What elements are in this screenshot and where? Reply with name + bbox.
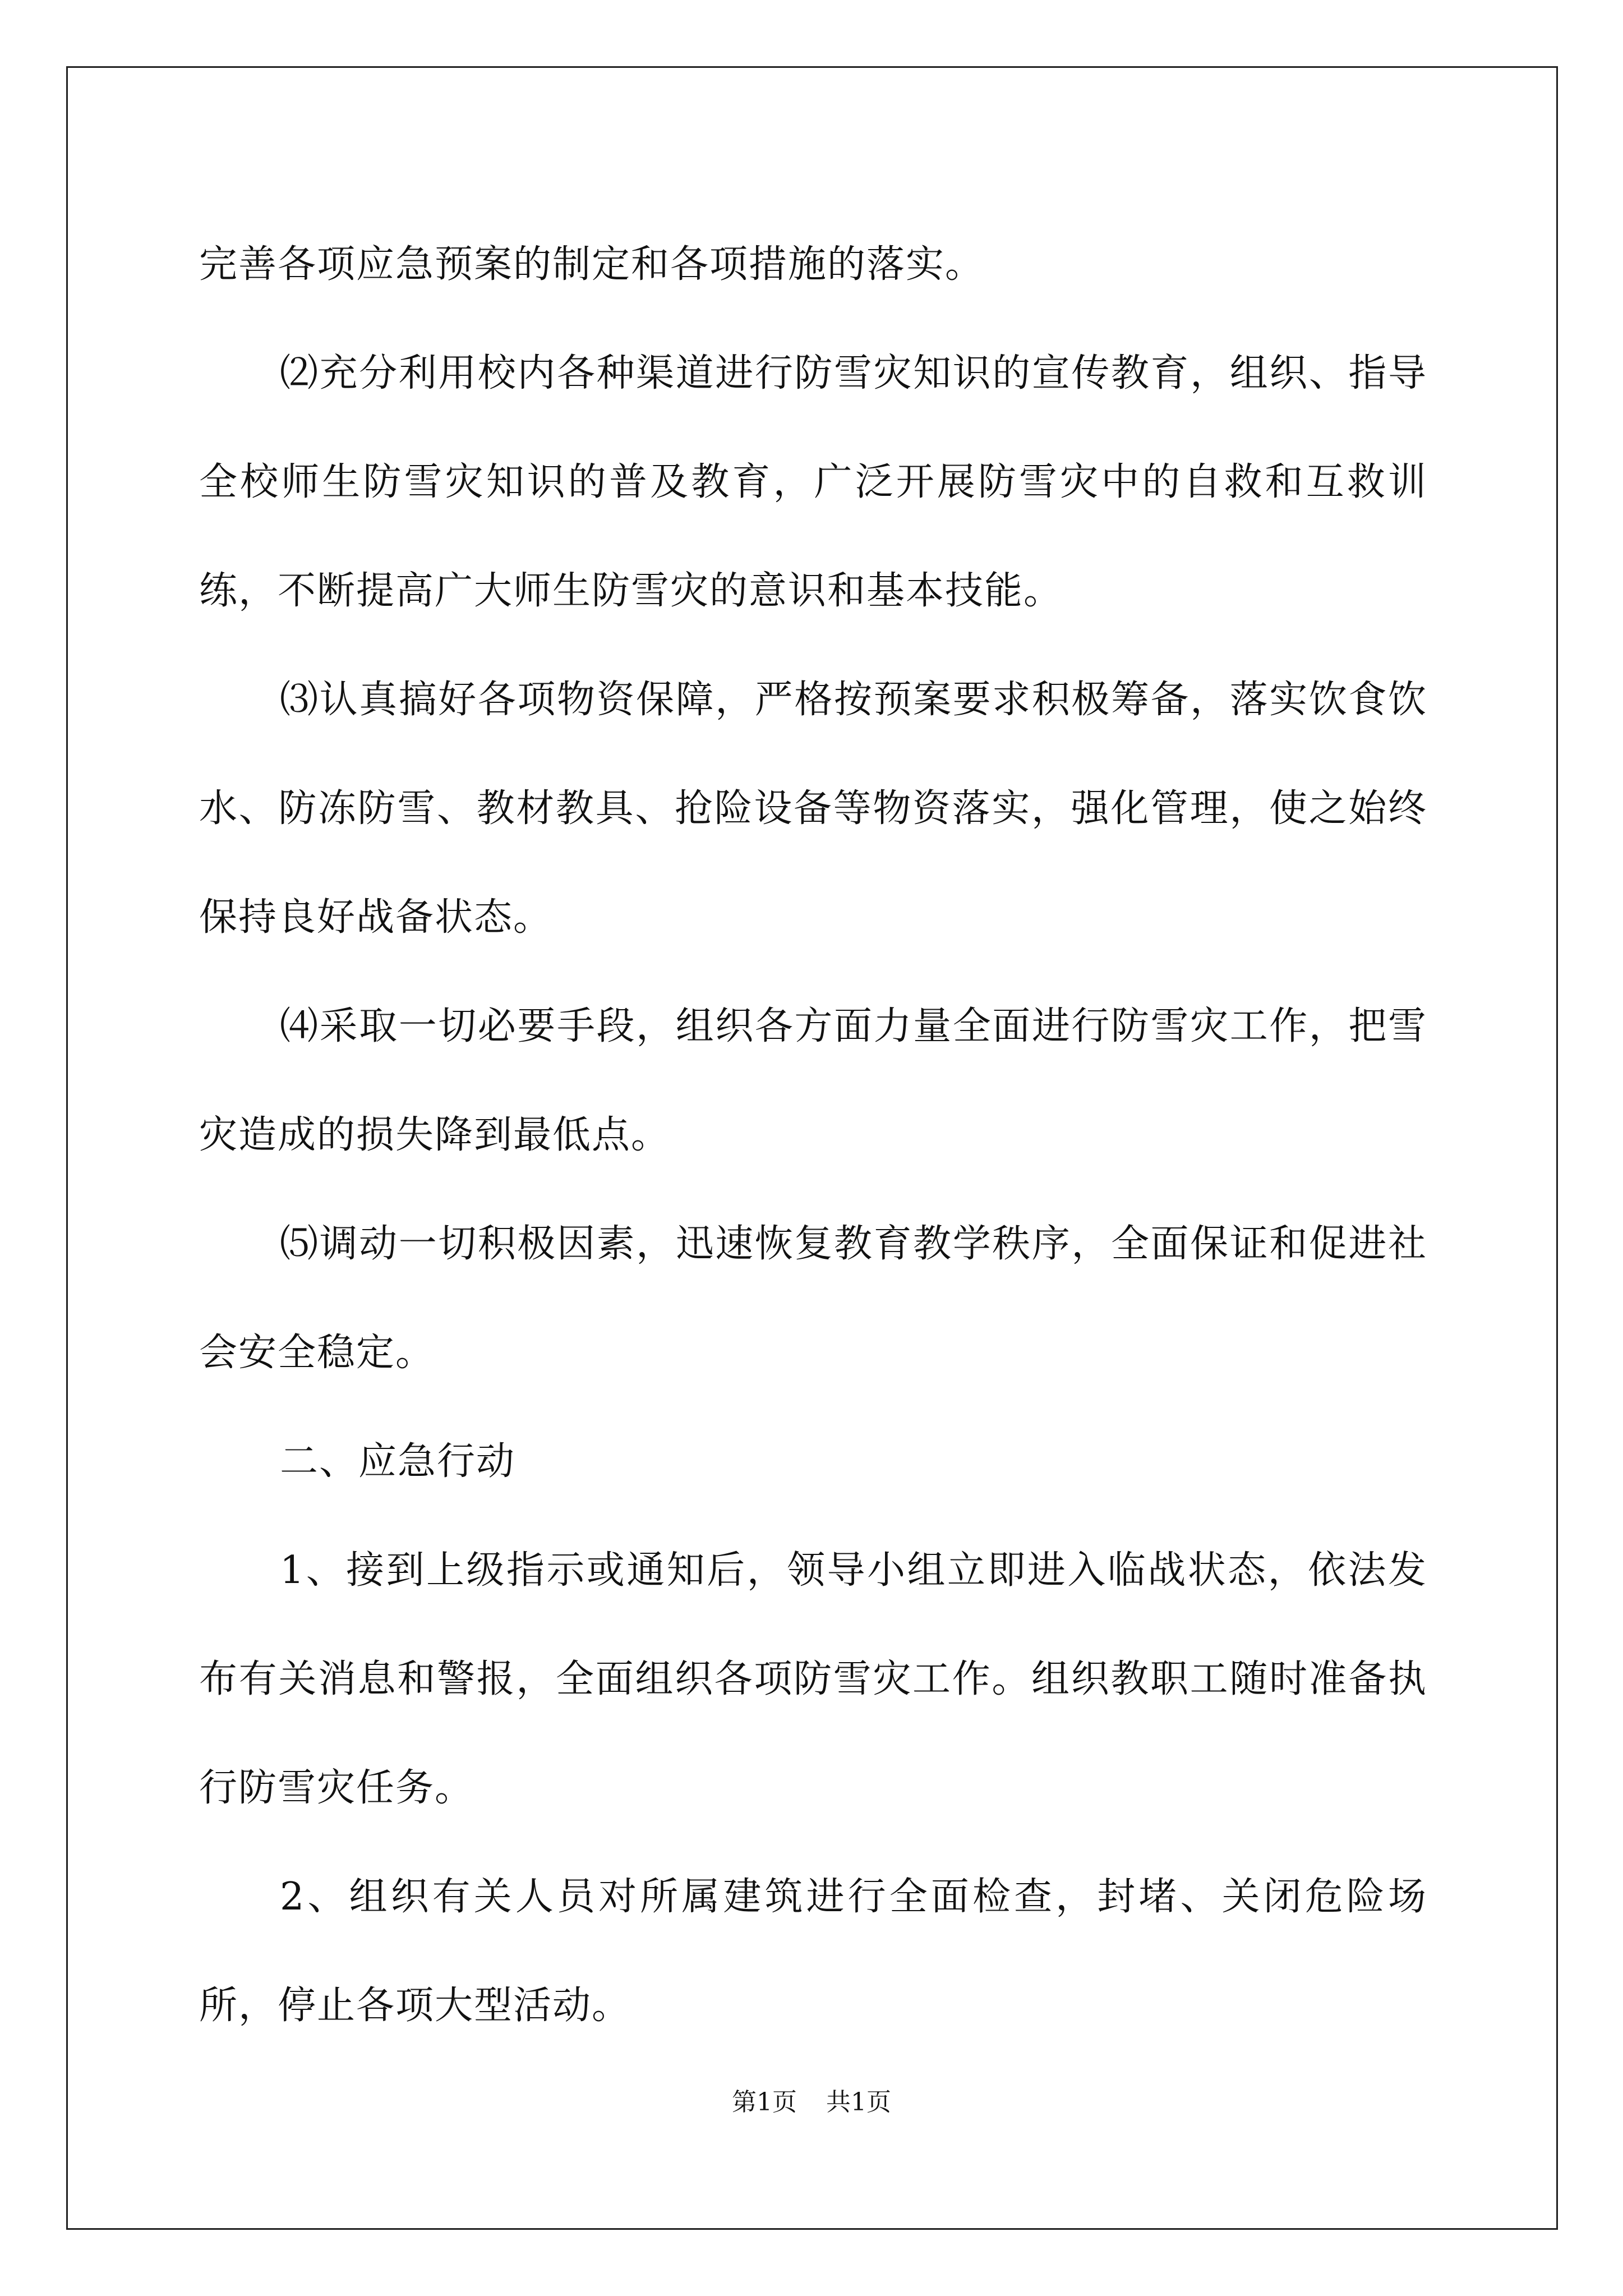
paragraph: 完善各项应急预案的制定和各项措施的落实。 xyxy=(199,242,985,287)
page-total: 共1页 xyxy=(826,2088,891,2116)
page-number: 第1页 xyxy=(732,2088,797,2116)
paragraph: ⑵充分利用校内各种渠道进行防雪灾知识的宣传教育，组织、指导全校师生防雪灾知识的普及教育，广泛开展防雪灾中的自救和互救训练，不断提高广大师生防雪灾的意识和基本技能。 xyxy=(199,351,1427,613)
paragraph: 1、接到上级指示或通知后，领导小组立即进入临战状态，依法发布有关消息和警报，全面组织各项防雪灾工作。组织教职工随时准备执行防雪灾任务。 xyxy=(199,1548,1427,1810)
page-footer xyxy=(0,2086,1623,2119)
section-heading: 二、应急行动 xyxy=(280,1439,516,1484)
paragraph: ⑸调动一切积极因素，迅速恢复教育教学秩序，全面保证和促进社会安全稳定。 xyxy=(199,1222,1427,1375)
document-body xyxy=(199,210,1427,2060)
paragraph: ⑶认真搞好各项物资保障，严格按预案要求积极筹备，落实饮食饮水、防冻防雪、教材教具、抢险设备等物资落实，强化管理，使之始终保持良好战备状态。 xyxy=(199,678,1427,940)
paragraph: 2、组织有关人员对所属建筑进行全面检查，封堵、关闭危险场所，停止各项大型活动。 xyxy=(199,1875,1427,2028)
paragraph: ⑷采取一切必要手段，组织各方面力量全面进行防雪灾工作，把雪灾造成的损失降到最低点。 xyxy=(199,1004,1427,1157)
